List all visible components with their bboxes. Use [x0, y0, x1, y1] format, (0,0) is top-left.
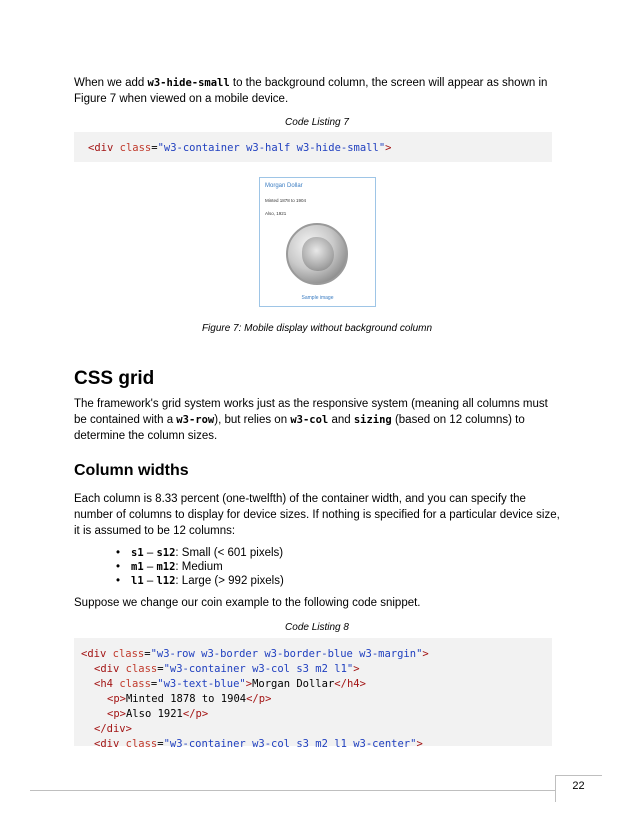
code-token: h4: [346, 678, 360, 690]
code-token: div: [106, 723, 126, 735]
code-token: "w3-row w3-border w3-border-blue w3-margin": [150, 648, 423, 660]
code-line: <p>Also 1921</p>: [107, 708, 209, 720]
inline-code-hide-small: w3-hide-small: [147, 77, 230, 89]
css-grid-paragraph: [74, 396, 560, 444]
figure-title: Morgan Dollar: [265, 183, 303, 189]
code-token: p: [113, 693, 120, 705]
inline-code: sizing: [353, 414, 392, 426]
code-line: <div class="w3-row w3-border w3-border-blue w3-margin">: [81, 648, 429, 660]
code-token: "w3-container w3-half w3-hide-small": [157, 142, 386, 154]
code-token: =: [151, 142, 158, 154]
text: : Medium: [175, 561, 223, 573]
list-item: [116, 546, 284, 560]
code-line: <div class="w3-container w3-col s3 m2 l1 w3-center">: [94, 738, 423, 750]
code-token: p: [113, 708, 120, 720]
code-listing-7: [74, 132, 552, 162]
code-token: p: [195, 708, 202, 720]
code-token: h4: [100, 678, 113, 690]
text: : Small (< 601 pixels): [175, 547, 284, 559]
listing7-caption: Code Listing 7: [285, 117, 349, 128]
code-listing-8: [74, 638, 552, 750]
code-token: "w3-text-blue": [157, 678, 246, 690]
code-token: div: [87, 648, 107, 660]
intro-text-post: to the background column, the screen will appear as shown in Figure 7 when viewed on a mobile device.: [74, 77, 548, 105]
figure-line1: Minted 1878 to 1904: [265, 198, 307, 203]
heading-css-grid: CSS grid: [74, 368, 155, 389]
code-token: div: [100, 738, 120, 750]
figure-7-image: [259, 177, 376, 307]
code-line: <h4 class="w3-text-blue">Morgan Dollar</h4>: [94, 678, 366, 690]
code-token: class: [119, 678, 151, 690]
inline-code: l12: [156, 575, 176, 587]
text: –: [143, 575, 157, 587]
code-token: "w3-container w3-col s3 m2 l1": [163, 663, 354, 675]
coin-face: [302, 237, 334, 271]
text: –: [143, 561, 157, 573]
code-token: class: [112, 648, 145, 660]
code-line: </div>: [94, 723, 132, 735]
text: and: [328, 414, 354, 426]
footer-divider: [30, 790, 555, 791]
inline-code: s1: [131, 547, 144, 559]
column-widths-paragraph: Each column is 8.33 percent (one-twelfth) of the container width, and you can specify the number of columns to display for device sizes. If nothing is specified for a particular device size, it is assumed to be 12 columns:: [74, 493, 560, 537]
page-number: 22: [572, 780, 585, 792]
code-line: <div class="w3-container w3-col s3 m2 l1">: [94, 663, 360, 675]
code-token: class: [125, 663, 158, 675]
suppose-paragraph: Suppose we change our coin example to the following code snippet.: [74, 597, 421, 609]
code-token: class: [119, 142, 152, 154]
inline-code: l1: [131, 575, 144, 587]
coin-image: [286, 223, 348, 285]
inline-code: m1: [131, 561, 144, 573]
text: –: [143, 547, 157, 559]
code-token: >: [385, 142, 392, 154]
intro-paragraph: [74, 75, 560, 107]
code-token: class: [125, 738, 158, 750]
column-size-list: [116, 546, 284, 588]
text: The framework's grid system works just as the responsive system (meaning all columns must be contained with a: [74, 398, 548, 426]
intro-text-pre: When we add: [74, 77, 148, 89]
code-token: div: [100, 663, 120, 675]
text: ), but relies on: [214, 414, 291, 426]
heading-column-widths: Column widths: [74, 462, 189, 479]
figure-image-label: Sample image: [301, 295, 334, 301]
code-line: <p>Minted 1878 to 1904</p>: [107, 693, 272, 705]
text: : Large (> 992 pixels): [175, 575, 284, 587]
inline-code: s12: [156, 547, 176, 559]
inline-code: w3-col: [290, 414, 329, 426]
figure-7-caption: Figure 7: Mobile display without background column: [201, 323, 433, 334]
code-token: Also 1921: [125, 708, 183, 720]
code-token: Morgan Dollar: [252, 678, 335, 690]
list-item: [116, 560, 284, 574]
list-item: [116, 574, 284, 588]
code-token: <: [88, 142, 95, 154]
figure-line2: Also, 1921: [265, 211, 287, 216]
inline-code: m12: [156, 561, 176, 573]
listing8-caption: Code Listing 8: [285, 622, 349, 633]
code-token: "w3-container w3-col s3 m2 l1 w3-center": [163, 738, 417, 750]
inline-code: w3-row: [176, 414, 215, 426]
text: (based on 12 columns) to determine the column sizes.: [74, 414, 525, 442]
code-token: div: [94, 142, 114, 154]
code-token: Minted 1878 to 1904: [125, 693, 247, 705]
code-token: p: [258, 693, 266, 705]
